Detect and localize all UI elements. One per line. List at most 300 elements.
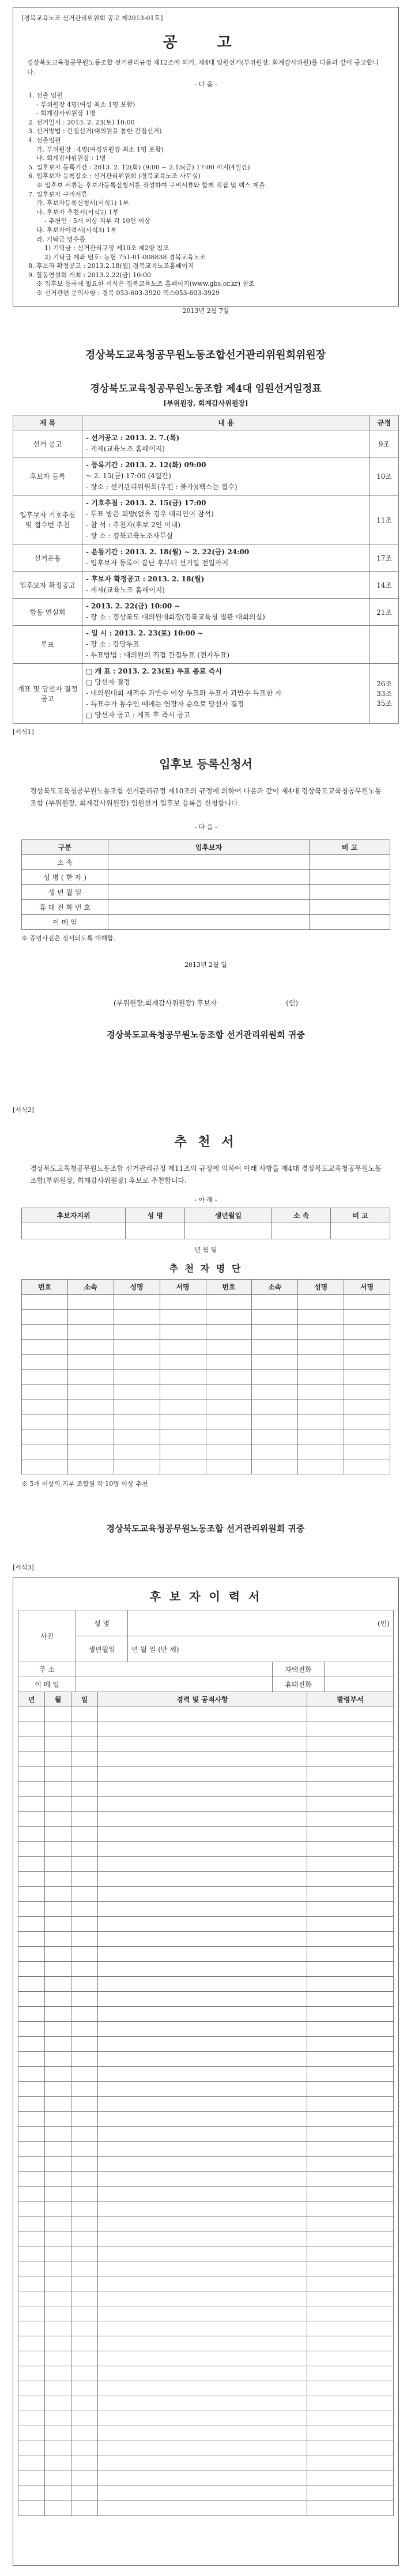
form3-history-cell[interactable] [71, 1707, 98, 1722]
form2-list-cell[interactable] [298, 1429, 344, 1444]
form3-history-cell[interactable] [307, 1887, 394, 1902]
form2-list-cell[interactable] [22, 1310, 68, 1325]
form3-history-cell[interactable] [45, 2456, 71, 2471]
form2-list-cell[interactable] [298, 1385, 344, 1399]
form3-history-cell[interactable] [98, 2486, 307, 2501]
form2-list-cell[interactable] [252, 1295, 298, 1310]
form2-list-cell[interactable] [22, 1385, 68, 1399]
form2-list-cell[interactable] [298, 1325, 344, 1340]
form3-history-cell[interactable] [45, 2366, 71, 2381]
form3-history-cell[interactable] [45, 1722, 71, 1737]
form2-list-cell[interactable] [298, 1444, 344, 1459]
form2-cand-cell[interactable] [272, 1223, 331, 1239]
form1-row-candidate-value[interactable] [108, 900, 310, 915]
form3-history-cell[interactable] [307, 2336, 394, 2351]
form3-history-cell[interactable] [307, 2172, 394, 2187]
form3-history-cell[interactable] [18, 2426, 45, 2441]
form3-history-cell[interactable] [71, 1872, 98, 1887]
form3-history-cell[interactable] [45, 2291, 71, 2306]
form3-history-cell[interactable] [45, 2441, 71, 2456]
form3-history-cell[interactable] [98, 2336, 307, 2351]
form3-history-cell[interactable] [98, 2127, 307, 2142]
form2-list-cell[interactable] [298, 1355, 344, 1370]
form3-history-cell[interactable] [45, 1932, 71, 1947]
form3-history-cell[interactable] [98, 1812, 307, 1827]
form3-history-cell[interactable] [71, 1722, 98, 1737]
form3-history-cell[interactable] [71, 1842, 98, 1857]
form3-history-cell[interactable] [307, 2067, 394, 2082]
form2-list-cell[interactable] [22, 1370, 68, 1385]
form3-history-cell[interactable] [18, 2112, 45, 2127]
form2-list-cell[interactable] [160, 1399, 206, 1414]
form3-history-cell[interactable] [71, 2306, 98, 2321]
form3-history-cell[interactable] [18, 2216, 45, 2231]
form3-history-cell[interactable] [71, 2052, 98, 2067]
form3-history-cell[interactable] [71, 2127, 98, 2142]
form3-history-cell[interactable] [98, 2291, 307, 2306]
form3-history-cell[interactable] [98, 2142, 307, 2157]
form3-history-cell[interactable] [98, 2471, 307, 2486]
form3-history-cell[interactable] [71, 2246, 98, 2261]
form3-history-cell[interactable] [98, 1947, 307, 1962]
form3-history-cell[interactable] [98, 1797, 307, 1812]
form3-history-cell[interactable] [98, 2456, 307, 2471]
form3-history-cell[interactable] [18, 1767, 45, 1782]
form3-history-cell[interactable] [307, 2441, 394, 2456]
form2-list-cell[interactable] [252, 1310, 298, 1325]
form3-history-cell[interactable] [45, 2501, 71, 2516]
form3-history-cell[interactable] [98, 2261, 307, 2276]
form3-history-cell[interactable] [71, 2187, 98, 2201]
form3-history-cell[interactable] [18, 2246, 45, 2261]
form3-history-cell[interactable] [98, 2037, 307, 2052]
form3-history-cell[interactable] [18, 2351, 45, 2366]
form3-history-cell[interactable] [98, 2007, 307, 2022]
form3-history-cell[interactable] [98, 2366, 307, 2381]
form2-list-cell[interactable] [22, 1295, 68, 1310]
form3-history-cell[interactable] [98, 1767, 307, 1782]
form3-history-cell[interactable] [18, 2501, 45, 2516]
form3-history-cell[interactable] [45, 2067, 71, 2082]
form3-history-cell[interactable] [18, 2082, 45, 2097]
form2-list-cell[interactable] [67, 1429, 114, 1444]
form1-row-note-value[interactable] [310, 915, 390, 930]
form3-history-cell[interactable] [71, 2112, 98, 2127]
form2-list-cell[interactable] [160, 1355, 206, 1370]
form3-history-cell[interactable] [18, 2486, 45, 2501]
form3-history-cell[interactable] [98, 1707, 307, 1722]
form2-list-cell[interactable] [160, 1414, 206, 1429]
form3-history-cell[interactable] [98, 1872, 307, 1887]
form3-history-cell[interactable] [71, 1977, 98, 1992]
form3-history-cell[interactable] [45, 2321, 71, 2336]
form3-history-cell[interactable] [98, 1722, 307, 1737]
form3-history-cell[interactable] [45, 2187, 71, 2201]
form3-history-cell[interactable] [45, 1947, 71, 1962]
form3-history-cell[interactable] [98, 1737, 307, 1752]
form3-history-cell[interactable] [18, 1857, 45, 1872]
form3-history-cell[interactable] [45, 2486, 71, 2501]
form2-list-cell[interactable] [160, 1444, 206, 1459]
form2-list-cell[interactable] [344, 1459, 390, 1474]
form3-history-cell[interactable] [18, 2306, 45, 2321]
form3-history-cell[interactable] [45, 1782, 71, 1797]
form3-history-cell[interactable] [45, 2246, 71, 2261]
form3-history-cell[interactable] [307, 2142, 394, 2157]
form2-list-cell[interactable] [206, 1310, 252, 1325]
form3-history-cell[interactable] [307, 2112, 394, 2127]
form2-list-cell[interactable] [67, 1399, 114, 1414]
form3-history-cell[interactable] [18, 1977, 45, 1992]
form3-history-cell[interactable] [307, 1842, 394, 1857]
form2-list-cell[interactable] [252, 1429, 298, 1444]
form3-history-cell[interactable] [18, 1992, 45, 2007]
form3-history-cell[interactable] [307, 2127, 394, 2142]
form3-history-cell[interactable] [307, 1872, 394, 1887]
form3-history-cell[interactable] [18, 2201, 45, 2216]
form3-history-cell[interactable] [71, 1962, 98, 1977]
form3-history-cell[interactable] [18, 1737, 45, 1752]
form3-history-cell[interactable] [307, 2456, 394, 2471]
form2-list-cell[interactable] [160, 1295, 206, 1310]
form2-list-cell[interactable] [252, 1385, 298, 1399]
form2-list-cell[interactable] [344, 1340, 390, 1355]
form2-list-cell[interactable] [22, 1414, 68, 1429]
form3-history-cell[interactable] [45, 1707, 71, 1722]
form3-history-cell[interactable] [307, 2231, 394, 2246]
form3-history-cell[interactable] [45, 2411, 71, 2426]
form3-history-cell[interactable] [307, 2291, 394, 2306]
form3-history-cell[interactable] [45, 2381, 71, 2396]
form3-history-cell[interactable] [307, 2082, 394, 2097]
form2-list-cell[interactable] [344, 1295, 390, 1310]
form3-history-cell[interactable] [71, 2082, 98, 2097]
form3-history-cell[interactable] [18, 1932, 45, 1947]
form2-list-cell[interactable] [114, 1385, 160, 1399]
form1-row-candidate-value[interactable] [108, 885, 310, 900]
form2-list-cell[interactable] [298, 1414, 344, 1429]
form3-history-cell[interactable] [307, 2246, 394, 2261]
form3-history-cell[interactable] [98, 2246, 307, 2261]
form3-history-cell[interactable] [71, 1752, 98, 1767]
form3-history-cell[interactable] [71, 2486, 98, 2501]
form3-history-cell[interactable] [307, 1767, 394, 1782]
form2-list-cell[interactable] [344, 1310, 390, 1325]
form3-history-cell[interactable] [98, 2082, 307, 2097]
form2-list-cell[interactable] [22, 1340, 68, 1355]
form3-history-cell[interactable] [98, 2426, 307, 2441]
form2-list-cell[interactable] [160, 1370, 206, 1385]
form2-list-cell[interactable] [344, 1414, 390, 1429]
form3-history-cell[interactable] [45, 2471, 71, 2486]
form3-history-cell[interactable] [18, 2471, 45, 2486]
form3-history-cell[interactable] [307, 2306, 394, 2321]
form3-history-cell[interactable] [71, 2216, 98, 2231]
form2-list-cell[interactable] [67, 1325, 114, 1340]
form2-list-cell[interactable] [114, 1414, 160, 1429]
form3-history-cell[interactable] [18, 2456, 45, 2471]
form3-history-cell[interactable] [18, 1842, 45, 1857]
form3-history-cell[interactable] [45, 1797, 71, 1812]
form3-history-cell[interactable] [71, 2366, 98, 2381]
form3-history-cell[interactable] [18, 2067, 45, 2082]
form2-list-cell[interactable] [344, 1429, 390, 1444]
form3-history-cell[interactable] [307, 1902, 394, 1917]
form2-list-cell[interactable] [67, 1340, 114, 1355]
form3-history-cell[interactable] [307, 2201, 394, 2216]
form3-history-cell[interactable] [18, 1782, 45, 1797]
form3-history-cell[interactable] [98, 1887, 307, 1902]
form3-history-cell[interactable] [307, 1992, 394, 2007]
form2-list-cell[interactable] [67, 1444, 114, 1459]
form2-list-cell[interactable] [206, 1325, 252, 1340]
form3-history-cell[interactable] [45, 2276, 71, 2291]
form3-history-cell[interactable] [45, 1917, 71, 1932]
form3-history-cell[interactable] [307, 1782, 394, 1797]
form3-history-cell[interactable] [98, 1902, 307, 1917]
form2-list-cell[interactable] [344, 1399, 390, 1414]
form3-history-cell[interactable] [98, 2052, 307, 2067]
form3-history-cell[interactable] [71, 1812, 98, 1827]
form2-list-cell[interactable] [160, 1325, 206, 1340]
form3-history-cell[interactable] [98, 2321, 307, 2336]
form2-list-cell[interactable] [22, 1459, 68, 1474]
form2-list-cell[interactable] [344, 1444, 390, 1459]
form3-history-cell[interactable] [71, 1737, 98, 1752]
form2-list-cell[interactable] [160, 1459, 206, 1474]
form2-list-cell[interactable] [252, 1444, 298, 1459]
form3-history-cell[interactable] [307, 1962, 394, 1977]
form3-history-cell[interactable] [71, 2022, 98, 2037]
form2-list-cell[interactable] [114, 1429, 160, 1444]
form3-history-cell[interactable] [98, 2231, 307, 2246]
form3-history-cell[interactable] [307, 1752, 394, 1767]
form3-history-cell[interactable] [18, 1917, 45, 1932]
form3-history-cell[interactable] [18, 2097, 45, 2112]
form3-history-cell[interactable] [18, 2276, 45, 2291]
form3-history-cell[interactable] [45, 1827, 71, 1842]
form3-history-cell[interactable] [45, 2201, 71, 2216]
form3-history-cell[interactable] [45, 2082, 71, 2097]
form2-list-cell[interactable] [114, 1399, 160, 1414]
form2-list-cell[interactable] [114, 1325, 160, 1340]
form3-history-cell[interactable] [18, 2187, 45, 2201]
form2-list-cell[interactable] [298, 1340, 344, 1355]
form3-history-cell[interactable] [45, 2231, 71, 2246]
form3-history-cell[interactable] [18, 1827, 45, 1842]
form1-row-candidate-value[interactable] [108, 855, 310, 870]
form3-history-cell[interactable] [71, 2321, 98, 2336]
form2-list-cell[interactable] [206, 1370, 252, 1385]
form2-list-cell[interactable] [252, 1355, 298, 1370]
form3-history-cell[interactable] [71, 1887, 98, 1902]
form2-list-cell[interactable] [22, 1325, 68, 1340]
form3-history-cell[interactable] [98, 1842, 307, 1857]
form2-list-cell[interactable] [114, 1444, 160, 1459]
form2-list-cell[interactable] [206, 1340, 252, 1355]
form3-history-cell[interactable] [98, 2201, 307, 2216]
form3-history-cell[interactable] [98, 2441, 307, 2456]
form3-history-cell[interactable] [18, 1812, 45, 1827]
form3-history-cell[interactable] [45, 2022, 71, 2037]
form2-list-cell[interactable] [67, 1370, 114, 1385]
form2-list-cell[interactable] [298, 1399, 344, 1414]
form3-history-cell[interactable] [45, 2112, 71, 2127]
form3-history-cell[interactable] [71, 2097, 98, 2112]
form3-history-cell[interactable] [71, 1902, 98, 1917]
form3-history-cell[interactable] [98, 2351, 307, 2366]
form2-list-cell[interactable] [114, 1355, 160, 1370]
form1-row-note-value[interactable] [310, 900, 390, 915]
form3-history-cell[interactable] [98, 1962, 307, 1977]
form2-list-cell[interactable] [160, 1310, 206, 1325]
form3-history-cell[interactable] [18, 1962, 45, 1977]
form2-list-cell[interactable] [252, 1340, 298, 1355]
form2-list-cell[interactable] [252, 1325, 298, 1340]
form3-history-cell[interactable] [71, 1857, 98, 1872]
form3-history-cell[interactable] [45, 2142, 71, 2157]
form2-list-cell[interactable] [206, 1385, 252, 1399]
form1-row-note-value[interactable] [310, 870, 390, 885]
form3-history-cell[interactable] [18, 2396, 45, 2411]
form2-list-cell[interactable] [206, 1429, 252, 1444]
form3-history-cell[interactable] [307, 2007, 394, 2022]
form3-history-cell[interactable] [45, 1872, 71, 1887]
form3-history-cell[interactable] [307, 2097, 394, 2112]
form1-row-candidate-value[interactable] [108, 915, 310, 930]
form3-history-cell[interactable] [98, 2157, 307, 2172]
form3-history-cell[interactable] [307, 2486, 394, 2501]
form2-list-cell[interactable] [206, 1444, 252, 1459]
form3-history-cell[interactable] [98, 2172, 307, 2187]
form3-history-cell[interactable] [45, 2007, 71, 2022]
form3-history-cell[interactable] [307, 2381, 394, 2396]
form3-history-cell[interactable] [45, 2127, 71, 2142]
form3-history-cell[interactable] [45, 1812, 71, 1827]
form2-list-cell[interactable] [114, 1310, 160, 1325]
form3-history-cell[interactable] [98, 2216, 307, 2231]
form3-history-cell[interactable] [98, 1977, 307, 1992]
form3-history-cell[interactable] [18, 2037, 45, 2052]
form3-history-cell[interactable] [45, 2216, 71, 2231]
form2-list-cell[interactable] [22, 1429, 68, 1444]
form3-history-cell[interactable] [71, 1827, 98, 1842]
form2-cand-cell[interactable] [184, 1223, 272, 1239]
form2-list-cell[interactable] [114, 1370, 160, 1385]
form3-history-cell[interactable] [45, 1752, 71, 1767]
form3-history-cell[interactable] [98, 2276, 307, 2291]
form3-history-cell[interactable] [98, 2067, 307, 2082]
form3-history-cell[interactable] [18, 2022, 45, 2037]
form3-history-cell[interactable] [71, 2276, 98, 2291]
form2-list-cell[interactable] [22, 1355, 68, 1370]
form3-history-cell[interactable] [45, 2157, 71, 2172]
form3-history-cell[interactable] [98, 2022, 307, 2037]
form3-history-cell[interactable] [71, 2351, 98, 2366]
form3-history-cell[interactable] [307, 2411, 394, 2426]
form3-history-cell[interactable] [71, 1767, 98, 1782]
form3-history-cell[interactable] [98, 1782, 307, 1797]
form3-history-cell[interactable] [307, 2321, 394, 2336]
form3-history-cell[interactable] [98, 2306, 307, 2321]
form2-list-cell[interactable] [22, 1399, 68, 1414]
form1-row-note-value[interactable] [310, 885, 390, 900]
form3-history-cell[interactable] [18, 2381, 45, 2396]
form3-history-cell[interactable] [45, 1857, 71, 1872]
form3-history-cell[interactable] [18, 2157, 45, 2172]
form2-list-cell[interactable] [22, 1444, 68, 1459]
form3-history-cell[interactable] [98, 1932, 307, 1947]
form2-list-cell[interactable] [67, 1385, 114, 1399]
form3-history-cell[interactable] [45, 1977, 71, 1992]
form2-list-cell[interactable] [252, 1399, 298, 1414]
form3-history-cell[interactable] [307, 1812, 394, 1827]
form3-history-cell[interactable] [18, 2411, 45, 2426]
form3-history-cell[interactable] [45, 2172, 71, 2187]
form3-history-cell[interactable] [307, 1707, 394, 1722]
form2-list-cell[interactable] [67, 1355, 114, 1370]
form2-list-cell[interactable] [344, 1325, 390, 1340]
form3-history-cell[interactable] [18, 2336, 45, 2351]
form2-list-cell[interactable] [344, 1385, 390, 1399]
form3-history-cell[interactable] [71, 2501, 98, 2516]
form3-history-cell[interactable] [45, 1767, 71, 1782]
form2-list-cell[interactable] [298, 1295, 344, 1310]
form2-list-cell[interactable] [206, 1355, 252, 1370]
form2-cand-cell[interactable] [331, 1223, 390, 1239]
form3-history-cell[interactable] [307, 2022, 394, 2037]
form3-history-cell[interactable] [307, 2261, 394, 2276]
form3-history-cell[interactable] [307, 1827, 394, 1842]
form3-history-cell[interactable] [45, 1902, 71, 1917]
form3-history-cell[interactable] [98, 2381, 307, 2396]
form3-history-cell[interactable] [18, 1902, 45, 1917]
form2-list-cell[interactable] [67, 1414, 114, 1429]
form3-history-cell[interactable] [71, 2261, 98, 2276]
form2-cand-cell[interactable] [22, 1223, 126, 1239]
form1-row-note-value[interactable] [310, 855, 390, 870]
form3-history-cell[interactable] [71, 1797, 98, 1812]
form2-list-cell[interactable] [67, 1459, 114, 1474]
form3-history-cell[interactable] [45, 2396, 71, 2411]
form3-history-cell[interactable] [45, 1887, 71, 1902]
form3-history-cell[interactable] [18, 2142, 45, 2157]
form3-history-cell[interactable] [71, 1932, 98, 1947]
form3-history-cell[interactable] [45, 1737, 71, 1752]
form3-history-cell[interactable] [307, 1797, 394, 1812]
form3-history-cell[interactable] [71, 1947, 98, 1962]
form3-history-cell[interactable] [45, 2306, 71, 2321]
form3-history-cell[interactable] [18, 2052, 45, 2067]
form3-history-cell[interactable] [307, 2052, 394, 2067]
form3-history-cell[interactable] [307, 1932, 394, 1947]
form3-history-cell[interactable] [18, 2172, 45, 2187]
form3-history-cell[interactable] [71, 2471, 98, 2486]
form3-history-cell[interactable] [307, 2187, 394, 2201]
form3-history-cell[interactable] [307, 2276, 394, 2291]
form3-history-cell[interactable] [71, 2411, 98, 2426]
form3-history-cell[interactable] [45, 1842, 71, 1857]
form3-history-cell[interactable] [18, 2441, 45, 2456]
form2-list-cell[interactable] [206, 1459, 252, 1474]
form3-history-cell[interactable] [307, 1917, 394, 1932]
form2-list-cell[interactable] [206, 1414, 252, 1429]
form3-history-cell[interactable] [71, 2007, 98, 2022]
form2-list-cell[interactable] [344, 1355, 390, 1370]
form3-history-cell[interactable] [98, 2187, 307, 2201]
form3-history-cell[interactable] [98, 1752, 307, 1767]
form3-history-cell[interactable] [18, 1752, 45, 1767]
